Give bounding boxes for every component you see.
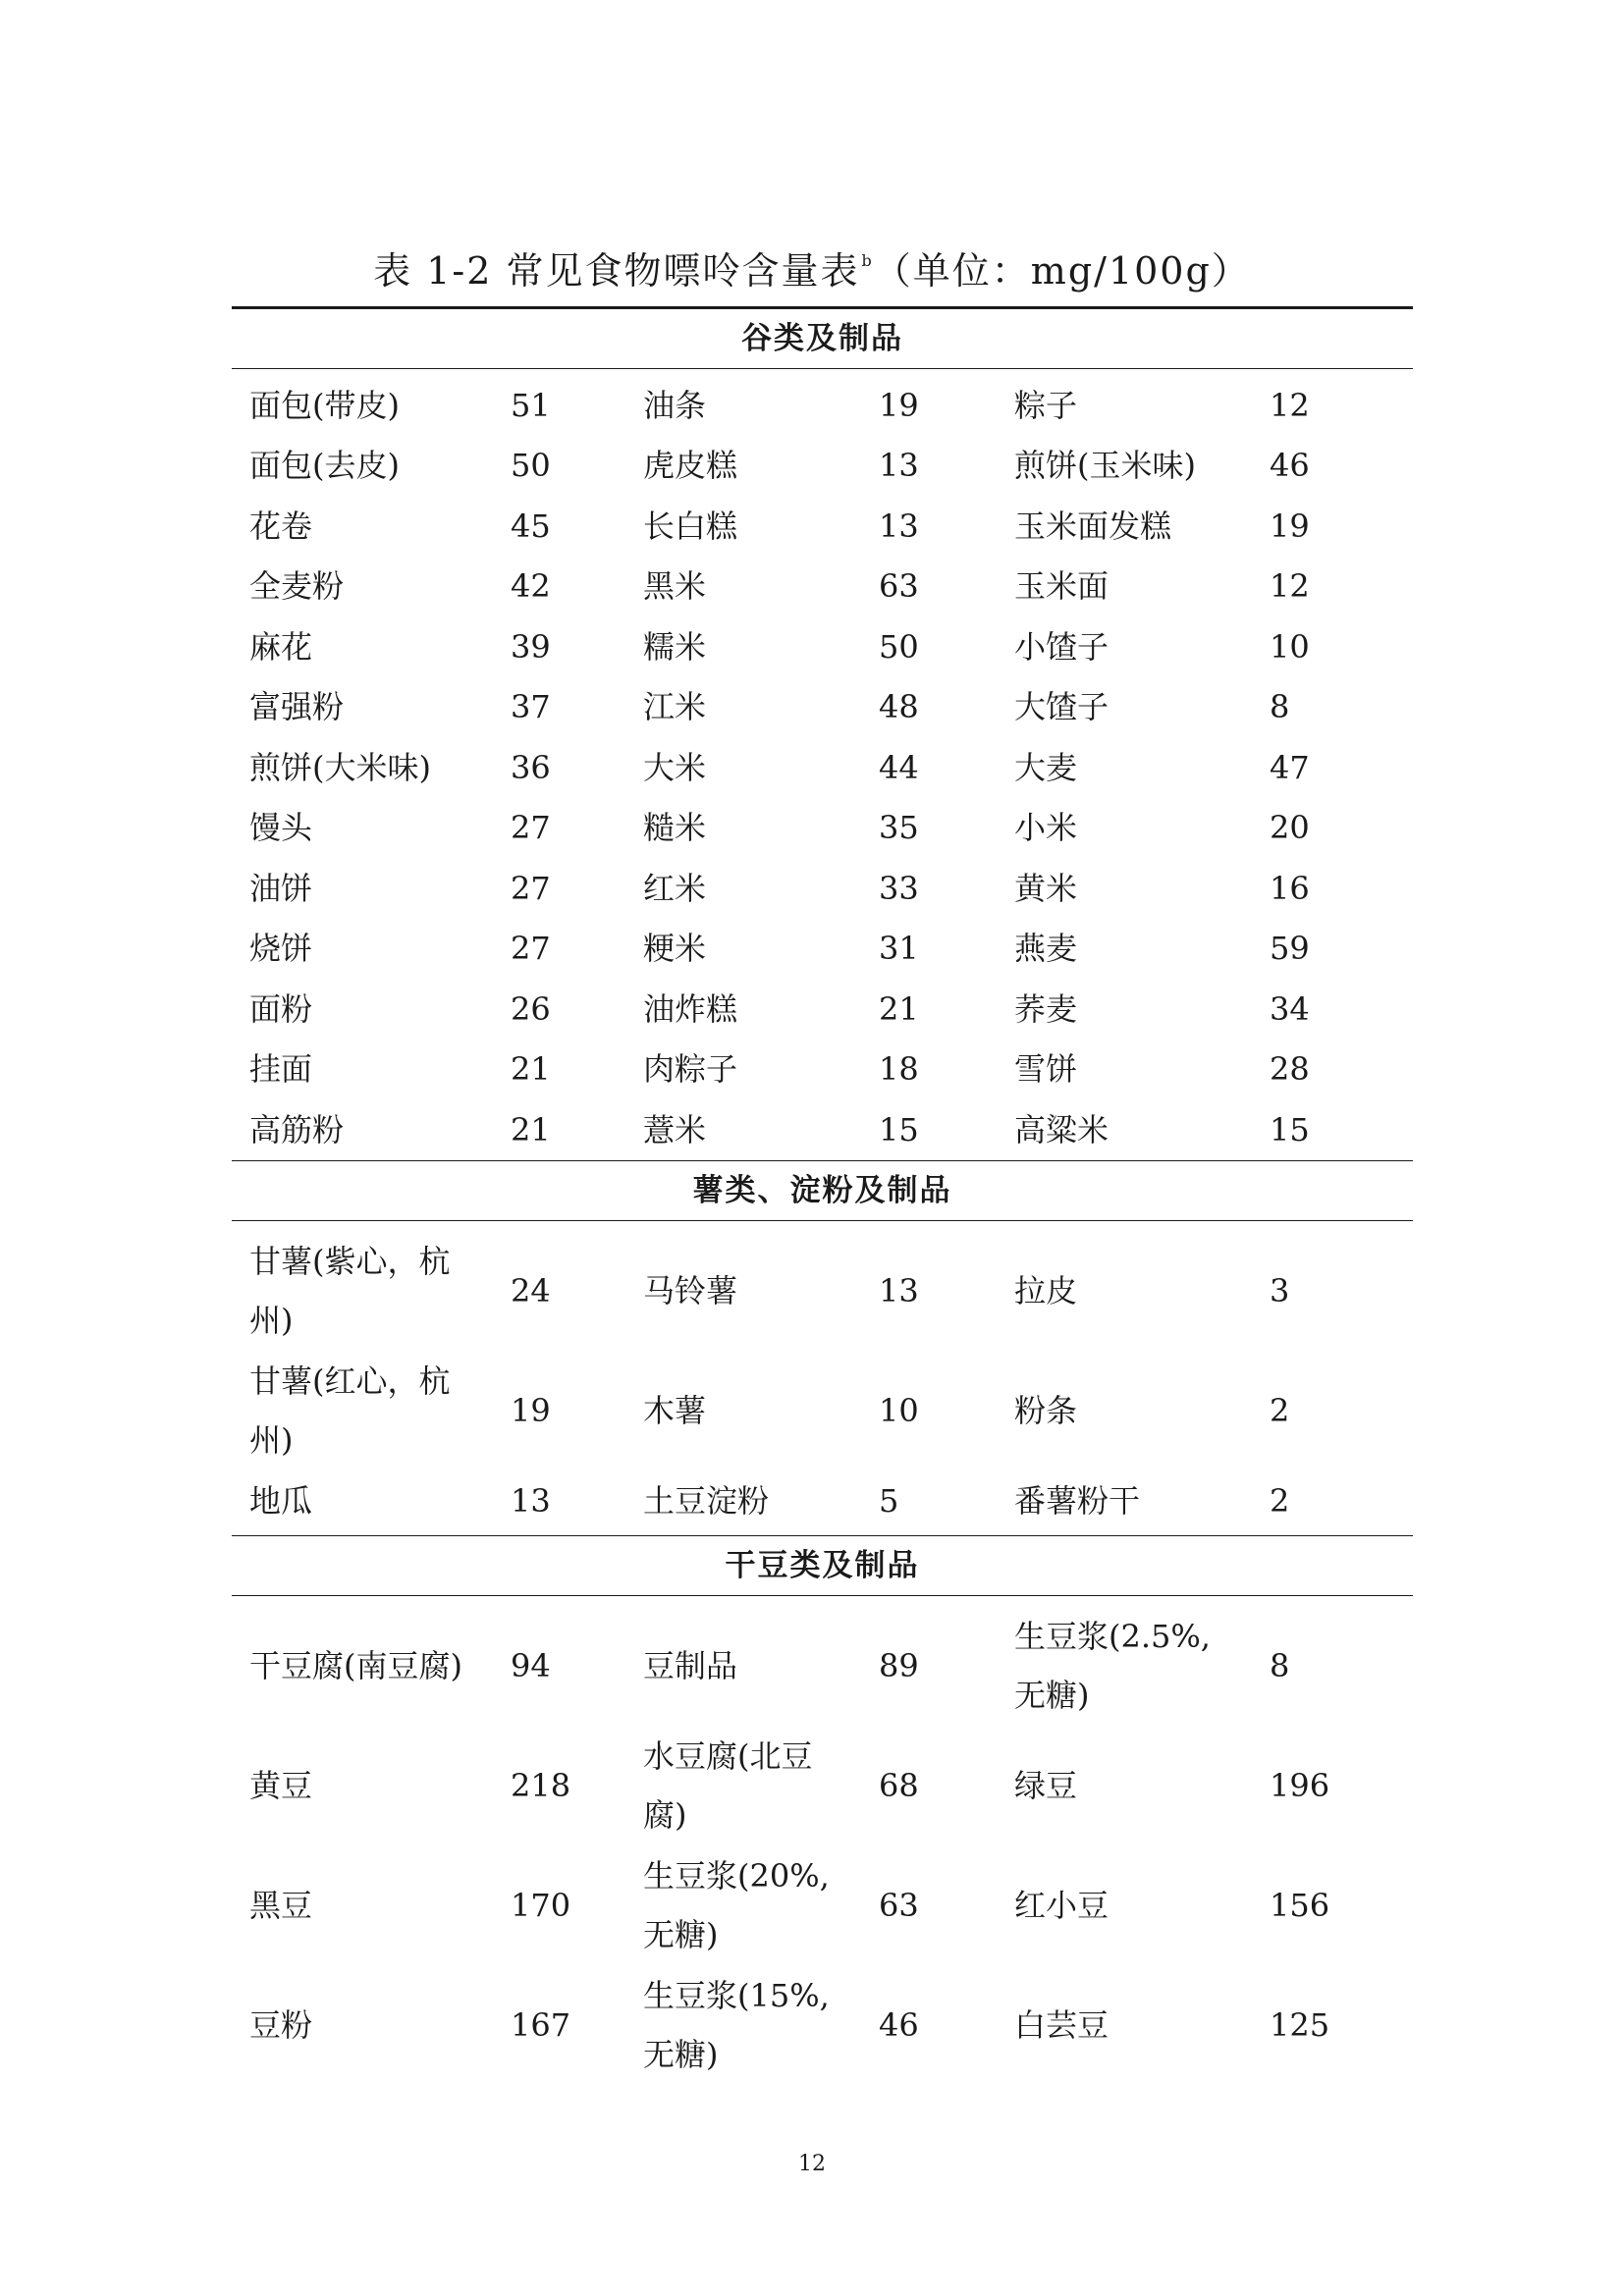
table-row bbox=[232, 375, 1413, 436]
page-title bbox=[0, 232, 1624, 300]
food-name: 小馇子 bbox=[1014, 627, 1110, 666]
food-name: 小米 bbox=[1014, 809, 1078, 847]
purine-value: 12 bbox=[1270, 386, 1310, 424]
food-name: 大馇子 bbox=[1014, 688, 1110, 726]
food-name: 面包(去皮) bbox=[249, 447, 400, 485]
purine-value: 27 bbox=[511, 930, 551, 968]
food-name: 面包(带皮) bbox=[249, 386, 400, 424]
table-row bbox=[232, 1099, 1413, 1160]
food-name: 生豆浆(15%,无糖) bbox=[643, 1976, 830, 2073]
food-name: 番薯粉干 bbox=[1014, 1481, 1141, 1520]
purine-value: 15 bbox=[879, 1110, 919, 1148]
food-name: 黑豆 bbox=[249, 1886, 313, 1924]
purine-value: 196 bbox=[1270, 1766, 1330, 1804]
food-name: 油饼 bbox=[249, 869, 313, 907]
food-name: 油条 bbox=[643, 386, 707, 424]
table-row bbox=[232, 737, 1413, 798]
purine-value: 46 bbox=[879, 2005, 919, 2044]
food-name: 干豆腐(南豆腐) bbox=[249, 1646, 462, 1684]
purine-value: 47 bbox=[1270, 748, 1310, 786]
table-row bbox=[232, 858, 1413, 919]
footnote-mark: b bbox=[861, 251, 874, 270]
purine-value: 37 bbox=[511, 688, 551, 726]
purine-value: 35 bbox=[879, 809, 919, 847]
food-name: 水豆腐(北豆腐) bbox=[643, 1736, 813, 1834]
food-name: 燕麦 bbox=[1014, 930, 1078, 968]
food-name: 荞麦 bbox=[1014, 989, 1078, 1028]
purine-value: 24 bbox=[511, 1271, 551, 1309]
table-row bbox=[232, 557, 1413, 617]
purine-value: 31 bbox=[879, 930, 919, 968]
food-name: 大米 bbox=[643, 748, 707, 786]
purine-value: 5 bbox=[879, 1481, 899, 1520]
table-row bbox=[232, 1040, 1413, 1100]
food-name: 粽子 bbox=[1014, 386, 1078, 424]
table-row bbox=[232, 1965, 1413, 2085]
food-name: 高筋粉 bbox=[249, 1110, 345, 1148]
table-row bbox=[232, 436, 1413, 497]
purine-value: 167 bbox=[511, 2005, 571, 2044]
food-name: 玉米面发糕 bbox=[1014, 507, 1172, 545]
food-name: 糯米 bbox=[643, 627, 707, 666]
food-name: 煎饼(大米味) bbox=[249, 748, 431, 786]
purine-value: 19 bbox=[1270, 507, 1310, 545]
purine-value: 13 bbox=[511, 1481, 551, 1520]
food-name: 豆粉 bbox=[249, 2005, 313, 2044]
food-name: 煎饼(玉米味) bbox=[1014, 447, 1196, 485]
purine-value: 10 bbox=[879, 1391, 919, 1429]
purine-value: 21 bbox=[511, 1050, 551, 1089]
section-rows-beans bbox=[232, 1596, 1413, 2089]
purine-value: 48 bbox=[879, 688, 919, 726]
purine-value: 15 bbox=[1270, 1110, 1310, 1148]
purine-value: 44 bbox=[879, 748, 919, 786]
food-name: 长白糕 bbox=[643, 507, 738, 545]
section-heading-beans: 干豆类及制品 bbox=[232, 1535, 1413, 1596]
page-number: 12 bbox=[798, 2152, 826, 2176]
purine-value: 94 bbox=[511, 1646, 551, 1684]
purine-value: 218 bbox=[511, 1766, 571, 1804]
table-row bbox=[232, 1845, 1413, 1965]
food-name: 黄米 bbox=[1014, 869, 1078, 907]
food-name: 烧饼 bbox=[249, 930, 313, 968]
purine-value: 125 bbox=[1270, 2005, 1330, 2044]
purine-value: 36 bbox=[511, 748, 551, 786]
food-name: 江米 bbox=[643, 688, 707, 726]
purine-value: 19 bbox=[879, 386, 919, 424]
food-name: 黄豆 bbox=[249, 1766, 313, 1804]
purine-value: 13 bbox=[879, 507, 919, 545]
purine-value: 26 bbox=[511, 989, 551, 1028]
purine-value: 2 bbox=[1270, 1481, 1290, 1520]
section-heading-tubers: 薯类、淀粉及制品 bbox=[232, 1160, 1413, 1221]
purine-value: 63 bbox=[879, 567, 919, 606]
purine-value: 50 bbox=[511, 447, 551, 485]
food-name: 红小豆 bbox=[1014, 1886, 1110, 1924]
food-name: 虎皮糕 bbox=[643, 447, 738, 485]
purine-value: 68 bbox=[879, 1766, 919, 1804]
table-row bbox=[232, 1351, 1413, 1470]
purine-value: 3 bbox=[1270, 1271, 1290, 1309]
food-name: 木薯 bbox=[643, 1391, 707, 1429]
food-name: 豆制品 bbox=[643, 1646, 738, 1684]
purine-value: 13 bbox=[879, 1271, 919, 1309]
food-name: 绿豆 bbox=[1014, 1766, 1078, 1804]
purine-value: 27 bbox=[511, 809, 551, 847]
table-title: 表 1-2 常见食物嘌呤含量表 bbox=[373, 249, 860, 293]
purine-value: 34 bbox=[1270, 989, 1310, 1028]
food-name: 面粉 bbox=[249, 989, 313, 1028]
purine-value: 8 bbox=[1270, 688, 1290, 726]
food-name: 玉米面 bbox=[1014, 567, 1110, 606]
table-row bbox=[232, 798, 1413, 859]
purine-value: 63 bbox=[879, 1886, 919, 1924]
food-name: 肉粽子 bbox=[643, 1050, 738, 1089]
table-row bbox=[232, 1231, 1413, 1351]
purine-value: 20 bbox=[1270, 809, 1310, 847]
purine-value: 45 bbox=[511, 507, 551, 545]
purine-value: 8 bbox=[1270, 1646, 1290, 1684]
table-row bbox=[232, 979, 1413, 1040]
section-heading-grains: 谷类及制品 bbox=[232, 309, 1413, 369]
purine-value: 2 bbox=[1270, 1391, 1290, 1429]
purine-value: 39 bbox=[511, 627, 551, 666]
food-name: 富强粉 bbox=[249, 688, 345, 726]
section-rows-grains bbox=[232, 369, 1413, 1160]
purine-value: 46 bbox=[1270, 447, 1310, 485]
purine-value: 51 bbox=[511, 386, 551, 424]
food-name: 地瓜 bbox=[249, 1481, 313, 1520]
purine-value: 16 bbox=[1270, 869, 1310, 907]
food-name: 大麦 bbox=[1014, 748, 1078, 786]
food-name: 薏米 bbox=[643, 1110, 707, 1148]
purine-value: 33 bbox=[879, 869, 919, 907]
purine-value: 42 bbox=[511, 567, 551, 606]
food-name: 雪饼 bbox=[1014, 1050, 1078, 1089]
food-name: 高粱米 bbox=[1014, 1110, 1110, 1148]
food-name: 馒头 bbox=[249, 809, 313, 847]
purine-value: 12 bbox=[1270, 567, 1310, 606]
table-row bbox=[232, 616, 1413, 677]
table-row bbox=[232, 919, 1413, 980]
food-name: 粳米 bbox=[643, 930, 707, 968]
food-name: 花卷 bbox=[249, 507, 313, 545]
purine-value: 10 bbox=[1270, 627, 1310, 666]
food-name: 甘薯(紫心，杭州) bbox=[249, 1242, 451, 1339]
table-row bbox=[232, 1470, 1413, 1531]
purine-value: 21 bbox=[511, 1110, 551, 1148]
food-name: 挂面 bbox=[249, 1050, 313, 1089]
food-name: 全麦粉 bbox=[249, 567, 345, 606]
food-name: 糙米 bbox=[643, 809, 707, 847]
purine-value: 18 bbox=[879, 1050, 919, 1089]
section-rows-tubers bbox=[232, 1221, 1413, 1535]
table-row bbox=[232, 496, 1413, 557]
food-name: 生豆浆(2.5%,无糖) bbox=[1014, 1617, 1211, 1714]
unit-label: （单位：mg/100g） bbox=[873, 249, 1251, 293]
food-name: 白芸豆 bbox=[1014, 2005, 1110, 2044]
purine-value: 156 bbox=[1270, 1886, 1330, 1924]
food-name: 拉皮 bbox=[1014, 1271, 1078, 1309]
purine-value: 59 bbox=[1270, 930, 1310, 968]
food-name: 油炸糕 bbox=[643, 989, 738, 1028]
purine-value: 27 bbox=[511, 869, 551, 907]
food-name: 甘薯(红心，杭州) bbox=[249, 1362, 451, 1459]
purine-table bbox=[232, 306, 1413, 2089]
purine-value: 50 bbox=[879, 627, 919, 666]
food-name: 黑米 bbox=[643, 567, 707, 606]
purine-value: 170 bbox=[511, 1886, 571, 1924]
food-name: 马铃薯 bbox=[643, 1271, 738, 1309]
food-name: 生豆浆(20%,无糖) bbox=[643, 1856, 830, 1953]
purine-value: 21 bbox=[879, 989, 919, 1028]
purine-value: 89 bbox=[879, 1646, 919, 1684]
purine-value: 13 bbox=[879, 447, 919, 485]
food-name: 麻花 bbox=[249, 627, 313, 666]
food-name: 粉条 bbox=[1014, 1391, 1078, 1429]
food-name: 土豆淀粉 bbox=[643, 1481, 770, 1520]
table-row bbox=[232, 1606, 1413, 1726]
purine-value: 19 bbox=[511, 1391, 551, 1429]
purine-value: 28 bbox=[1270, 1050, 1310, 1089]
table-row bbox=[232, 677, 1413, 738]
table-row bbox=[232, 1726, 1413, 1845]
food-name: 红米 bbox=[643, 869, 707, 907]
